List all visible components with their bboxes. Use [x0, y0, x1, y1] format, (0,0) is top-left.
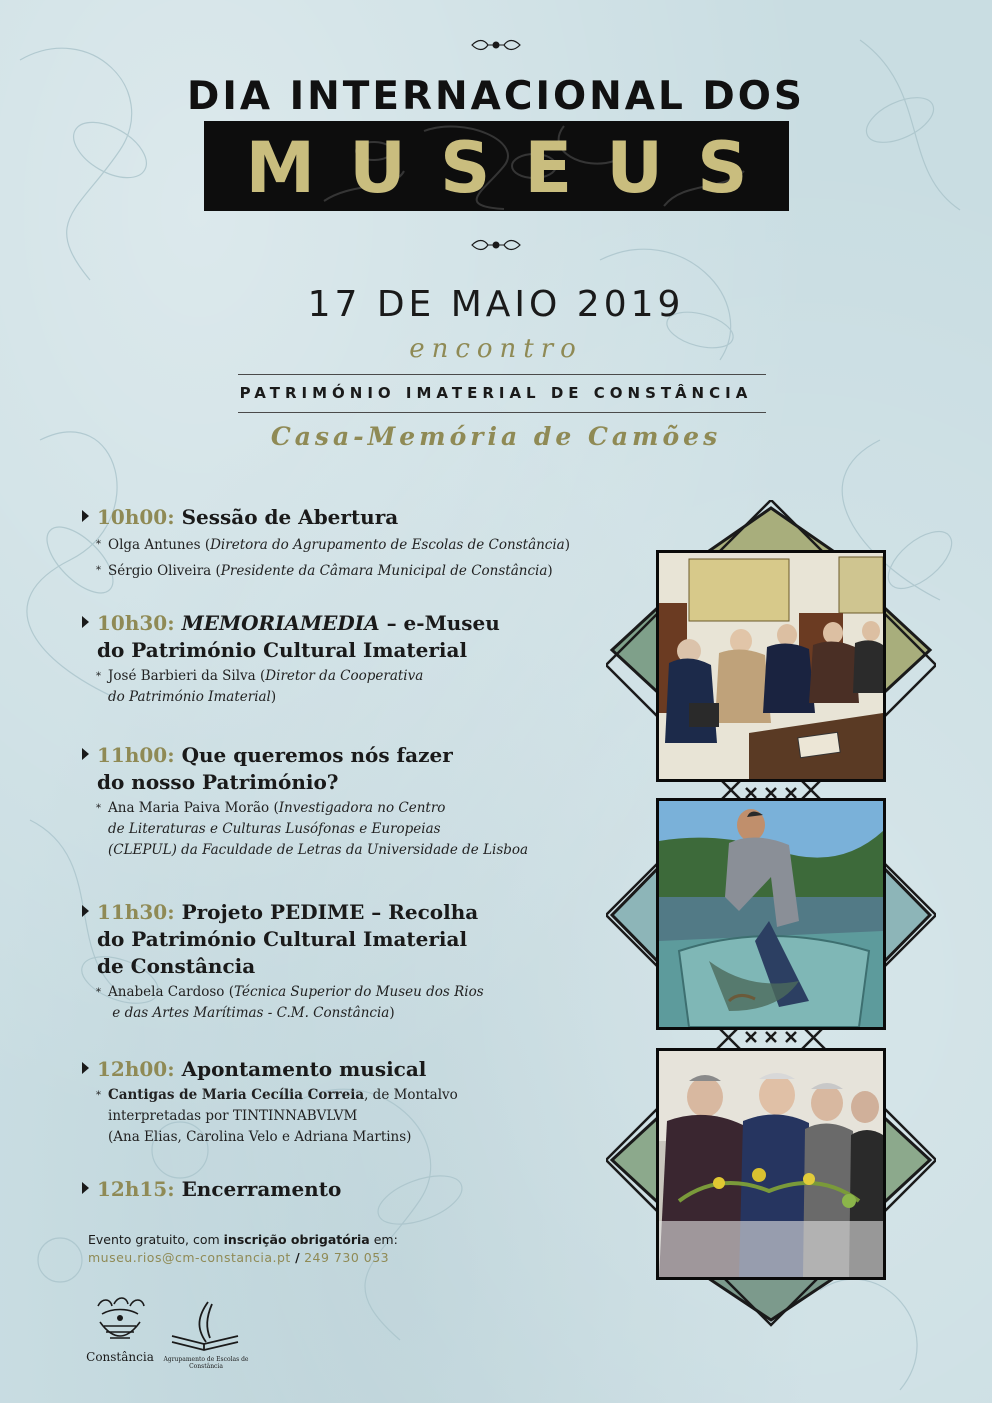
speaker-name: José Barbieri da Silva [108, 668, 256, 684]
note-prefix: Evento gratuito, com [88, 1232, 224, 1247]
speaker-line: * Sérgio Oliveira (Presidente da Câmara Municipal de Constância) [82, 559, 602, 583]
divider-top [238, 374, 766, 375]
speaker-line: * José Barbieri da Silva (Diretor da Cooperativa do Património Imaterial) [96, 668, 424, 705]
school-logo-name: Agrupamento de Escolas de Constância [163, 1356, 249, 1370]
speaker-role-cont: de Literaturas e Culturas Lusófonas e Europeias [108, 821, 441, 837]
photo-fisherman [656, 798, 886, 1030]
program-item-heading [82, 742, 602, 796]
speaker-line: * Anabela Cardoso (Técnica Superior do Museu dos Rios e das Artes Marítimas - C.M. Constância) [96, 984, 484, 1021]
performers: interpretadas por TINTINNABVLVM [108, 1108, 358, 1124]
program-time: 10h00: [97, 505, 175, 529]
program-item-heading [82, 610, 602, 664]
bullet-icon: * [96, 987, 101, 998]
program-time: 10h30: [97, 611, 175, 635]
arrow-right-icon [82, 748, 89, 760]
speaker-role: Investigadora no Centro [278, 800, 446, 816]
registration-note [88, 1231, 398, 1267]
program-item-heading [82, 899, 602, 980]
divider-bottom [238, 412, 766, 413]
speaker-name: Sérgio Oliveira [108, 563, 212, 579]
program-time: 11h30: [97, 900, 175, 924]
constancia-logo-name: Constância [86, 1350, 154, 1364]
program-title: Que queremos nós fazer [181, 743, 453, 767]
note-suffix: em: [369, 1232, 398, 1247]
speaker-role-cont: e das Artes Marítimas - C.M. Constância [112, 1005, 390, 1021]
arrow-right-icon [82, 905, 89, 917]
program-title: Sessão de Abertura [181, 505, 399, 529]
program-item [82, 610, 602, 708]
program-title: Apontamento musical [181, 1057, 427, 1081]
title-museus: MUSEUS [245, 127, 782, 209]
program-item [82, 504, 602, 583]
performance-title: Cantigas de Maria Cecília Correia [108, 1087, 365, 1103]
speaker-name: Olga Antunes [108, 537, 201, 553]
bullet-icon: * [96, 565, 101, 576]
program-title-line2: do Património Cultural Imaterial [97, 638, 468, 662]
contact-separator: / [290, 1250, 305, 1265]
program-item-heading [82, 504, 602, 531]
contact-email[interactable]: museu.rios@cm-constancia.pt [88, 1250, 291, 1265]
ornament-bottom [470, 238, 522, 252]
event-type: encontro [409, 334, 583, 364]
performer-names: (Ana Elias, Carolina Velo e Adriana Martins) [108, 1129, 412, 1145]
program-title: – e-Museu [386, 611, 500, 635]
photo-elderly-women-image [659, 1051, 883, 1277]
program-time: 12h15: [97, 1177, 175, 1201]
event-subtitle: PATRIMÓNIO IMATERIAL DE CONSTÂNCIA [239, 384, 753, 402]
program-item [82, 742, 602, 861]
arrow-right-icon [82, 616, 89, 628]
program-title: Encerramento [181, 1177, 342, 1201]
speaker-role: Diretora do Agrupamento de Escolas de Constância [210, 537, 565, 553]
performance-origin: , de Montalvo [364, 1087, 458, 1103]
program-title: Projeto PEDIME – Recolha [181, 900, 479, 924]
bullet-icon: * [96, 803, 101, 814]
program-item [82, 1056, 602, 1148]
event-date: 17 DE MAIO 2019 [307, 284, 685, 325]
bullet-icon: * [96, 1090, 101, 1101]
arrow-right-icon [82, 1062, 89, 1074]
speaker-role-cont: do Património Imaterial [108, 689, 271, 705]
photo-meeting-image [659, 553, 883, 779]
speaker-line: * Olga Antunes (Diretora do Agrupamento de Escolas de Constância) [82, 533, 602, 557]
speaker-role: Técnica Superior do Museu dos Rios [234, 984, 484, 1000]
performer-line [82, 1085, 602, 1148]
program-title-line2: do Património Cultural Imaterial [97, 927, 468, 951]
speaker-role: Presidente da Câmara Municipal de Constância [220, 563, 548, 579]
title-band [204, 121, 789, 211]
program-title-line2: do nosso Património? [97, 770, 339, 794]
program-item [82, 1176, 602, 1203]
arrow-right-icon [82, 510, 89, 522]
bullet-icon: * [96, 671, 101, 682]
photo-fisherman-image [659, 801, 883, 1027]
speaker-name: Ana Maria Paiva Morão [108, 800, 270, 816]
speaker-role-cont: (CLEPUL) da Faculdade de Letras da Universidade de Lisboa [108, 842, 529, 858]
program-title-line3: de Constância [97, 954, 256, 978]
speaker-line: * Ana Maria Paiva Morão (Investigadora no Centro de Literaturas e Culturas Lusófonas e Europeias (CLEPUL) da Faculdade de Letras da Universidade de Lisboa [96, 800, 529, 858]
photo-elderly-women [656, 1048, 886, 1280]
program-time: 12h00: [97, 1057, 175, 1081]
program-item [82, 899, 602, 1024]
speaker-role: Diretor da Cooperativa [265, 668, 424, 684]
note-bold: inscrição obrigatória [223, 1232, 370, 1247]
program-item-heading [82, 1056, 602, 1083]
contact-phone[interactable]: 249 730 053 [304, 1250, 390, 1265]
program-title-italic: MEMORIAMEDIA [181, 611, 380, 635]
school-logo-icon [168, 1298, 244, 1358]
program-time: 11h00: [97, 743, 175, 767]
bullet-icon: * [96, 539, 101, 550]
title-line1: DIA INTERNACIONAL DOS [186, 74, 806, 119]
arrow-right-icon [82, 1182, 89, 1194]
program-item-heading [82, 1176, 602, 1203]
ornament-top [470, 38, 522, 52]
event-venue: Casa-Memória de Camões [270, 422, 722, 451]
photo-meeting [656, 550, 886, 782]
speaker-name: Anabela Cardoso [108, 984, 225, 1000]
